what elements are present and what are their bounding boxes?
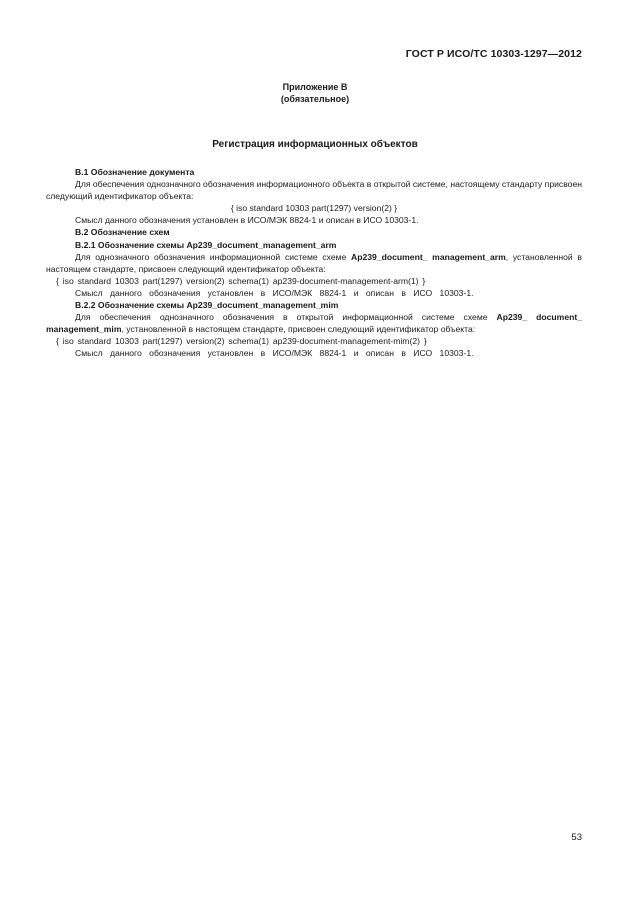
section-b21-heading: В.2.1 Обозначение схемы Ap239_document_management_arm [75,239,337,250]
annex-title: Регистрация информационных объектов [212,139,418,150]
annex-label: Приложение В [282,82,348,92]
section-b1-identifier: { iso standard 10303 part(1297) version(2) } [230,203,398,214]
section-b22-paragraph [46,311,582,335]
section-b22-text-after: , установленной в настоящем стандарте, присвоен следующий идентификатор объекта: [121,324,476,335]
section-b1-meaning: Смысл данного обозначения установлен в ИСО/МЭК 8824-1 и описан в ИСО 10303-1. [75,215,419,226]
section-b21-identifier: { iso standard 10303 part(1297) version(2) schema(1) ap239-document-management-arm(1) } [56,275,426,286]
section-b22-identifier: { iso standard 10303 part(1297) version(2) schema(1) ap239-document-management-mim(2) } [56,336,427,347]
section-b22-schema-name: Ap239_ document_ management_mim [46,312,582,335]
section-b22-meaning: Смысл данного обозначения установлен в ИСО/МЭК 8824-1 и описан в ИСО 10303-1. [75,348,474,359]
section-b1-paragraph: Для обеспечения однозначного обозначения информационного объекта в открытой системе, настоящему стандарту присвоен следующий идентификатор объекта: [46,179,582,202]
standard-code-header: ГОСТ Р ИСО/ТС 10303-1297—2012 [405,48,582,60]
section-b22-text-before: Для обеспечения однозначного обозначения в открытой информационной системе схеме [75,312,497,323]
section-b21-paragraph [46,251,582,275]
section-b1-heading: В.1 Обозначение документа [75,167,195,177]
annex-content [46,166,582,360]
section-b21-schema-name: Ap239_document_ management_arm [351,251,506,262]
annex-heading [0,81,630,105]
page-number: 53 [571,832,582,843]
section-b21-meaning: Смысл данного обозначения установлен в ИСО/МЭК 8824-1 и описан в ИСО 10303-1. [75,287,474,298]
section-b2-heading: В.2 Обозначение схем [75,227,170,238]
section-b21-text-after: , установленной в настоящем стандарте, присвоен следующий идентификатор объекта: [46,251,582,274]
annex-status: (обязательное) [280,94,350,104]
section-b22-heading: В.2.2 Обозначение схемы Ap239_document_management_mim [75,300,339,311]
section-b21-text-before: Для однозначного обозначения информационной системе схеме [75,251,352,262]
